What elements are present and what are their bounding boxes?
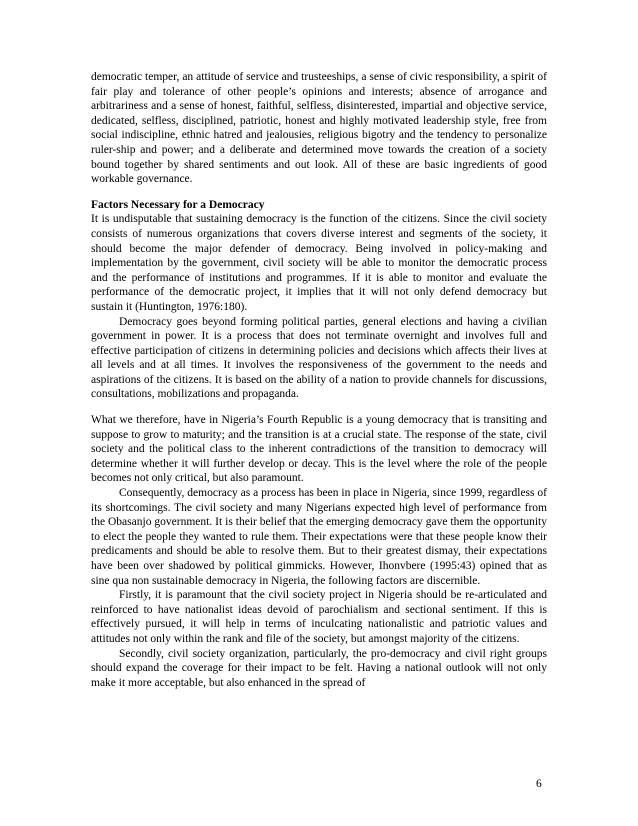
page-number: 6	[536, 778, 542, 790]
section-paragraph: Democracy goes beyond forming political parties, general elections and having a civilian government in power. It is a process that does not terminate overnight and involves full and effective participation of citizens in determining policies and decisions which affects their lives at all levels and at all times. It involves the responsiveness of the government to the needs and aspirations of the citizens. It is based on the ability of a nation to provide channels for discussions, consultations, mobilizations and propaganda.	[91, 315, 547, 401]
nigeria-paragraph: Consequently, democracy as a process has been in place in Nigeria, since 1999, regardless of its shortcomings. The civil society and many Nigerians expected high level of performance from the Obasanjo government. It is their belief that the emerging democracy gave them the opportunity to elect the people they wanted to rule them. Their expectations were that these people know their predicaments and should be able to resolve them. But to their greatest dismay, their expectations have been over shadowed by political gimmicks. However, Ihonvbere (1995:43) opined that as sine qua non sustainable democracy in Nigeria, the following factors are discernible.	[91, 487, 547, 587]
nigeria-paragraph: Secondly, civil society organization, particularly, the pro-democracy and civil right groups should expand the coverage for their impact to be felt. Having a national outlook will not only make it more acceptable, but also enhanced in the spread of	[91, 647, 547, 689]
section-paragraph: It is undisputable that sustaining democracy is the function of the citizens. Since the civil society consists of numerous organizations that covers diverse interest and segments of the society, it should become the major defender of democracy. Being involved in policy-making and implementation by the government, civil society will be able to monitor the democratic process and the performance of institutions and programmes. If it is able to monitor and evaluate the performance of the democratic project, it implies that it will not only defend democracy but sustain it (Huntington, 1976:180).	[91, 213, 547, 313]
intro-paragraph: democratic temper, an attitude of service and trusteeships, a sense of civic responsibility, a spirit of fair play and tolerance of other people’s opinions and interests; absence of arrogance and arbitrariness and a sense of honest, faithful, selfless, disinterested, impartial and objective service, dedicated, selfless, disciplined, patriotic, honest and highly motivated leadership style, free from social indiscipline, ethnic hatred and jealousies, religious bigotry and the tendency to personalize ruler-ship and power; and a deliberate and determined move towards the creation of a society bound together by shared sentiments and out look. All of these are basic ingredients of good workable governance.	[91, 71, 547, 186]
page-body	[91, 70, 547, 690]
section-heading: Factors Necessary for a Democracy	[91, 198, 265, 211]
nigeria-paragraph: What we therefore, have in Nigeria’s Fourth Republic is a young democracy that is transiting and suppose to grow to maturity; and the transition is at a crucial state. The response of the state, civil society and the political class to the inherent contradictions of the transition to democracy will determine whether it will further develop or decay. This is the level where the role of the people becomes not only critical, but also paramount.	[91, 414, 547, 485]
nigeria-paragraph: Firstly, it is paramount that the civil society project in Nigeria should be re-articulated and reinforced to have nationalist ideas devoid of parochialism and sectional sentiment. If this is effectively pursued, it will help in terms of inculcating nationalistic and patriotic values and attitudes not only within the rank and file of the society, but amongst majority of the citizens.	[91, 589, 547, 645]
